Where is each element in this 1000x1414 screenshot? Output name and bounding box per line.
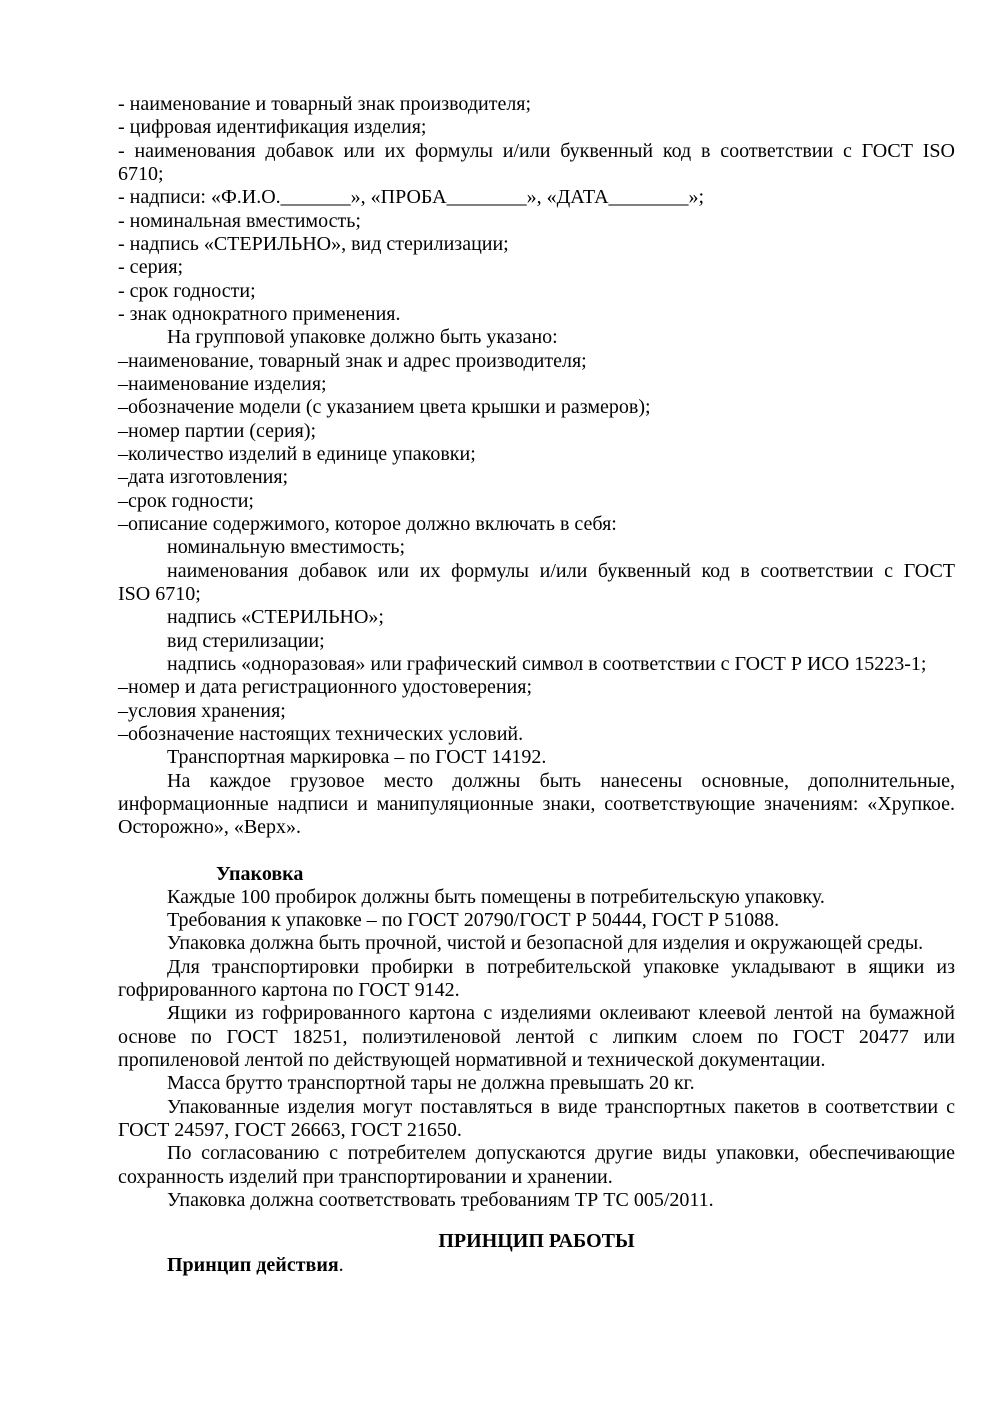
text-line: –срок годности; (118, 489, 254, 512)
section-heading-princip-raboty: ПРИНЦИП РАБОТЫ (438, 1230, 635, 1253)
text-line: –обозначение модели (с указанием цвета крышки и размеров); (118, 396, 651, 419)
text-line: –номер партии (серия); (118, 419, 317, 442)
text-line: Требования к упаковке – по ГОСТ 20790/ГОСТ Р 50444, ГОСТ Р 51088. (167, 909, 780, 932)
text-line: 6710; (118, 162, 164, 185)
text-line: На групповой упаковке должно быть указано: (167, 326, 558, 349)
subsection-heading-princip-dejstviya (118, 1254, 955, 1277)
text-line: –дата изготовления; (118, 466, 289, 489)
text-line: –описание содержимого, которое должно включать в себя: (118, 512, 617, 535)
text-line: Ящики из гофрированного картона с изделиями оклеивают клеевой лентой на бумажной (167, 1002, 955, 1025)
text-line: гофрированного картона по ГОСТ 9142. (118, 979, 460, 1002)
text-line: пропиленовой лентой по действующей нормативной и технической документации. (118, 1049, 826, 1072)
text-line: Осторожно», «Верх». (118, 816, 302, 839)
text-line: наименования добавок или их формулы и/или буквенный код в соответствии с ГОСТ (167, 559, 955, 582)
document-content (118, 93, 955, 1277)
text-run: . (338, 1253, 344, 1276)
text-line: Транспортная маркировка – по ГОСТ 14192. (167, 746, 547, 769)
text-line: Масса брутто транспортной тары не должна превышать 20 кг. (167, 1072, 695, 1095)
text-line: –наименование, товарный знак и адрес производителя; (118, 349, 587, 372)
section-heading-upakovka: Упаковка (216, 862, 304, 885)
blank-space (118, 1212, 955, 1230)
text-line: - надпись «СТЕРИЛЬНО», вид стерилизации; (118, 232, 509, 255)
text-line: ISO 6710; (118, 582, 201, 605)
text-line: По согласованию с потребителем допускаются другие виды упаковки, обеспечивающие (167, 1142, 955, 1165)
text-line: Упаковка должна быть прочной, чистой и безопасной для изделия и окружающей среды. (167, 932, 924, 955)
text-line: номинальную вместимость; (167, 536, 406, 559)
text-line: –обозначение настоящих технических условий. (118, 722, 524, 745)
text-line: ГОСТ 24597, ГОСТ 26663, ГОСТ 21650. (118, 1119, 462, 1142)
text-line: –наименование изделия; (118, 372, 327, 395)
text-run: Принцип действия (167, 1253, 339, 1276)
text-line: - наименование и товарный знак производителя; (118, 93, 532, 115)
blank-space (118, 840, 955, 863)
text-line: надпись «СТЕРИЛЬНО»; (167, 606, 384, 629)
text-line: - номинальная вместимость; (118, 209, 361, 232)
text-line: сохранность изделий при транспортировании и хранении. (118, 1165, 613, 1188)
text-line: Упаковка должна соответствовать требованиям ТР ТС 005/2011. (167, 1189, 714, 1212)
text-line: вид стерилизации; (167, 629, 325, 652)
text-line: –количество изделий в единице упаковки; (118, 442, 476, 465)
text-line: –условия хранения; (118, 699, 286, 722)
text-line: Каждые 100 пробирок должны быть помещены в потребительскую упаковку. (167, 885, 825, 908)
text-line: - наименования добавок или их формулы и/или буквенный код в соответствии с ГОСТ ISO (118, 139, 955, 162)
text-line: информационные надписи и манипуляционные знаки, соответствующие значениям: «Хрупкое. (118, 792, 955, 815)
text-line: –номер и дата регистрационного удостоверения; (118, 676, 533, 699)
text-line: Для транспортировки пробирки в потребительской упаковке укладывают в ящики из (167, 955, 955, 978)
text-line: - знак однократного применения. (118, 302, 401, 325)
text-line: надпись «одноразовая» или графический символ в соответствии с ГОСТ Р ИСО 15223-1; (167, 652, 927, 675)
text-line: - серия; (118, 256, 184, 279)
text-line: На каждое грузовое место должны быть нанесены основные, дополнительные, (167, 769, 955, 792)
text-line: Упакованные изделия могут поставляться в виде транспортных пакетов в соответствии с (167, 1095, 955, 1118)
text-line: - цифровая идентификация изделия; (118, 116, 427, 139)
text-line: - надписи: «Ф.И.О._______», «ПРОБА________», «ДАТА________»; (118, 186, 705, 209)
text-line: основе по ГОСТ 18251, полиэтиленовой лентой с липким слоем по ГОСТ 20477 или (118, 1025, 955, 1048)
text-line: - срок годности; (118, 279, 256, 302)
